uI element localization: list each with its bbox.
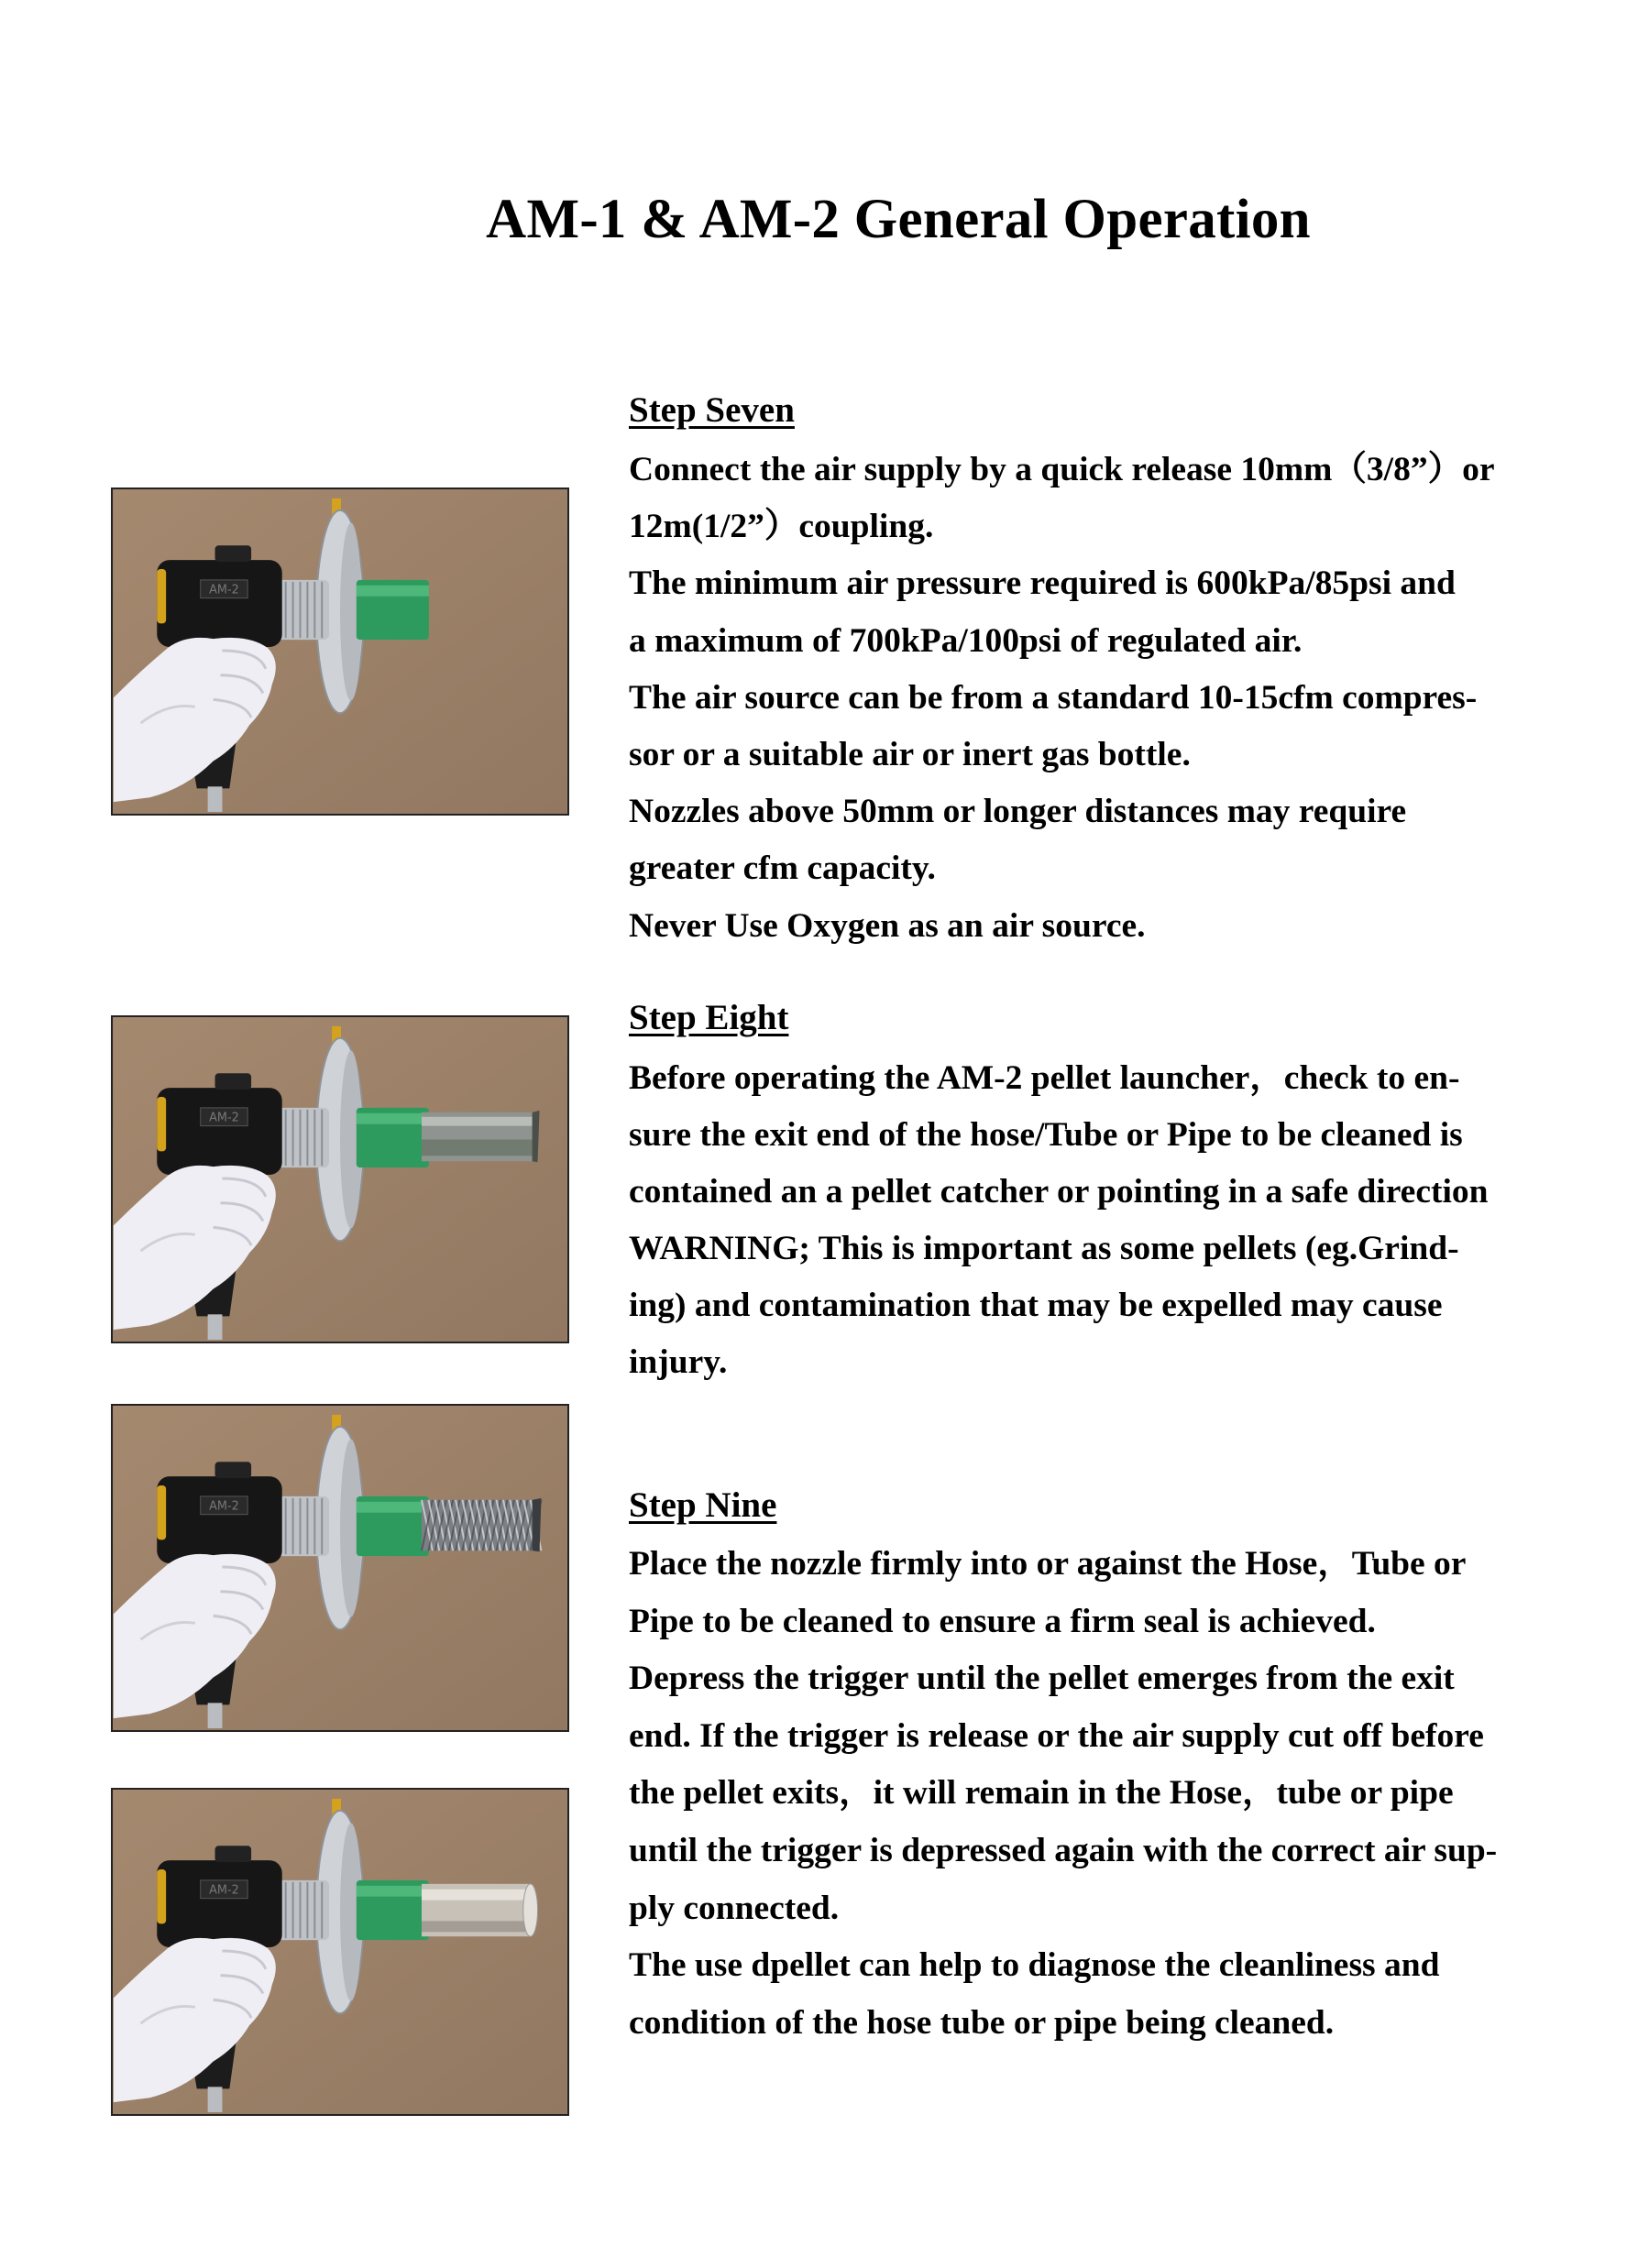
step-seven-heading: Step Seven <box>629 390 795 430</box>
air-gun-icon <box>113 1017 567 1342</box>
text-line: Never Use Oxygen as an air source. <box>629 906 1146 945</box>
svg-text:AM-2: AM-2 <box>209 1883 239 1898</box>
text-line: greater cfm capacity. <box>629 849 936 888</box>
text-line: Depress the trigger until the pellet emerges from the exit <box>629 1660 1455 1698</box>
text-line: The use dpellet can help to diagnose the cleanliness and <box>629 1946 1440 1985</box>
photo-air-gun-braided-hose <box>111 1404 569 1732</box>
svg-text:AM-2: AM-2 <box>209 1111 239 1125</box>
text-line: WARNING; This is important as some pellets (eg.Grind- <box>629 1230 1459 1267</box>
text-line: end. If the trigger is release or the air supply cut off before <box>629 1716 1484 1755</box>
air-gun-icon <box>113 1790 567 2114</box>
text-line: until the trigger is depressed again with the correct air sup- <box>629 1831 1498 1869</box>
text-line: the pellet exits，it will remain in the Hose，tube or pipe <box>629 1774 1454 1813</box>
text-line: Before operating the AM-2 pellet launcher，check to en- <box>629 1059 1460 1097</box>
text-line: Nozzles above 50mm or longer distances may require <box>629 793 1407 831</box>
text-line: Pipe to be cleaned to ensure a firm seal is achieved. <box>629 1602 1376 1640</box>
svg-text:AM-2: AM-2 <box>209 1499 239 1514</box>
text-line: Connect the air supply by a quick release 10mm（3/8”）or <box>629 451 1495 488</box>
text-line: ply connected. <box>629 1889 840 1927</box>
text-line: The minimum air pressure required is 600kPa/85psi and <box>629 564 1456 603</box>
text-line: condition of the hose tube or pipe being cleaned. <box>629 2003 1335 2042</box>
text-line: injury. <box>629 1343 728 1381</box>
text-line: 12m(1/2”）coupling. <box>629 508 934 546</box>
photo-air-gun-green-nozzle <box>111 488 569 816</box>
air-gun-icon <box>113 1406 567 1730</box>
step-eight-text <box>629 1050 1488 1391</box>
text-line: ing) and contamination that may be expelled may cause <box>629 1287 1443 1324</box>
text-line: The air source can be from a standard 10-15cfm compres- <box>629 678 1478 717</box>
photo-air-gun-metal-tube <box>111 1015 569 1343</box>
text-line: Place the nozzle firmly into or against the Hose，Tube or <box>629 1545 1467 1583</box>
step-nine-heading: Step Nine <box>629 1485 777 1525</box>
text-line: sor or a suitable air or inert gas bottle. <box>629 735 1191 773</box>
page-title: AM-1 & AM-2 General Operation <box>486 189 1311 250</box>
step-eight-heading: Step Eight <box>629 998 789 1037</box>
text-line: sure the exit end of the hose/Tube or Pipe to be cleaned is <box>629 1116 1463 1154</box>
air-gun-icon <box>113 489 567 814</box>
text-line: contained an a pellet catcher or pointing in a safe direction <box>629 1173 1489 1211</box>
step-seven-text <box>629 442 1494 955</box>
photo-air-gun-silver-pipe <box>111 1788 569 2116</box>
text-line: a maximum of 700kPa/100psi of regulated air. <box>629 621 1303 660</box>
step-nine-text <box>629 1536 1497 2052</box>
svg-text:AM-2: AM-2 <box>209 583 239 597</box>
